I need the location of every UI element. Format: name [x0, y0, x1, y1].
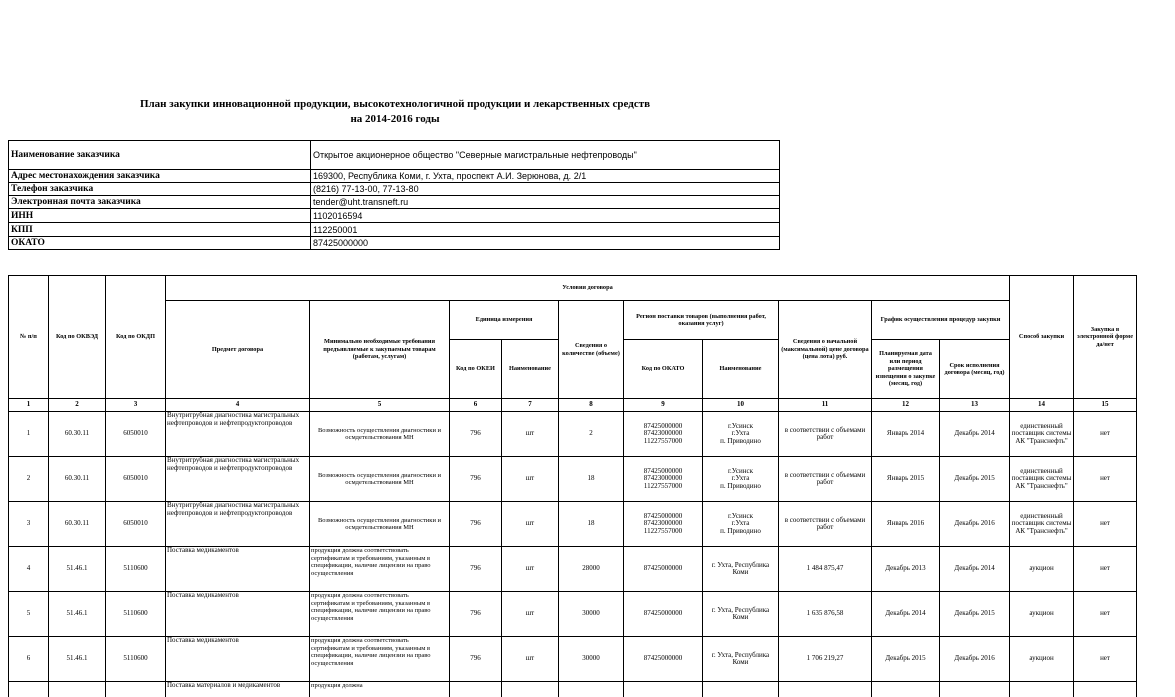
cell-requirements: продукция должна — [310, 682, 450, 697]
cell-planned-date: Декабрь 2013 — [872, 547, 940, 592]
cell-subject: Внутритрубная диагностика магистральных нефтепроводов и нефтепродуктопроводов — [166, 457, 310, 502]
cell-electronic: нет — [1074, 412, 1137, 457]
cell-num: 3 — [9, 502, 49, 547]
customer-value: 169300, Республика Коми, г. Ухта, проспект А.И. Зерюнова, д. 2/1 — [311, 170, 780, 183]
cell-okved: 60.30.11 — [49, 502, 106, 547]
customer-value: (8216) 77-13-00, 77-13-80 — [311, 183, 780, 196]
cell-planned-date: Январь 2015 — [872, 457, 940, 502]
cell-quantity: 18 — [559, 457, 624, 502]
cell-okei: 796 — [450, 412, 502, 457]
header-okdp: Код по ОКДП — [106, 276, 166, 399]
header-electronic: Закупка в электронной форме да/нет — [1074, 276, 1137, 399]
cell-okei — [450, 682, 502, 697]
header-row-2 — [9, 301, 1137, 340]
column-number-row — [9, 399, 1137, 412]
cell-region: г.Усинск г.Ухта п. Приводино — [703, 412, 779, 457]
cell-deadline: Декабрь 2014 — [940, 412, 1010, 457]
cell-price: 1 635 876,58 — [779, 592, 872, 637]
cell-method: аукцион — [1010, 547, 1074, 592]
procurement-plan-table — [8, 275, 1137, 697]
cell-okei: 796 — [450, 502, 502, 547]
table-row — [9, 637, 1137, 682]
cell-price: в соответствии с объемами работ — [779, 457, 872, 502]
cell-num: 4 — [9, 547, 49, 592]
header-okato: Код по ОКАТО — [624, 340, 703, 399]
cell-quantity: 28000 — [559, 547, 624, 592]
cell-planned-date: Январь 2016 — [872, 502, 940, 547]
header-planned-date: Планируемая дата или период размещения извещения о закупке (месяц, год) — [872, 340, 940, 399]
header-region-name: Наименование — [703, 340, 779, 399]
cell-quantity: 30000 — [559, 637, 624, 682]
cell-okei: 796 — [450, 637, 502, 682]
cell-deadline: Декабрь 2015 — [940, 457, 1010, 502]
cell-subject: Поставка материалов и медикаментов — [166, 682, 310, 697]
customer-okato-row — [9, 237, 780, 250]
cell-electronic: нет — [1074, 592, 1137, 637]
cell-okato — [624, 682, 703, 697]
cell-method: аукцион — [1010, 592, 1074, 637]
cell-price: 1 484 875,47 — [779, 547, 872, 592]
column-number: 2 — [49, 399, 106, 412]
cell-method — [1010, 682, 1074, 697]
customer-value: 1102016594 — [311, 209, 780, 223]
cell-region: г. Ухта, Республика Коми — [703, 547, 779, 592]
customer-value: 87425000000 — [311, 237, 780, 250]
table-row — [9, 502, 1137, 547]
customer-kpp-row — [9, 223, 780, 237]
column-number: 8 — [559, 399, 624, 412]
customer-inn-row — [9, 209, 780, 223]
cell-method: единственный поставщик системы АК "Транснефть" — [1010, 457, 1074, 502]
cell-num: 2 — [9, 457, 49, 502]
column-number: 3 — [106, 399, 166, 412]
cell-okdp: 5110600 — [106, 637, 166, 682]
cell-unit — [502, 682, 559, 697]
customer-label: Адрес местонахождения заказчика — [9, 170, 311, 183]
title-line-1: План закупки инновационной продукции, высокотехнологичной продукции и лекарственных средств — [139, 98, 651, 110]
column-number: 6 — [450, 399, 502, 412]
cell-electronic: нет — [1074, 502, 1137, 547]
column-number: 12 — [872, 399, 940, 412]
cell-electronic: нет — [1074, 637, 1137, 682]
cell-electronic: нет — [1074, 547, 1137, 592]
header-num: № п/п — [9, 276, 49, 399]
cell-okdp — [106, 682, 166, 697]
cell-requirements: продукция должна соответствовать сертификатам и требованиям, указанным в спецификации, наличие лицензии на право осуществления — [310, 592, 450, 637]
header-okved: Код по ОКВЭД — [49, 276, 106, 399]
header-conditions: Условия договора — [166, 276, 1010, 301]
column-number: 9 — [624, 399, 703, 412]
cell-num: 6 — [9, 637, 49, 682]
customer-info-table — [8, 140, 780, 250]
column-number: 15 — [1074, 399, 1137, 412]
cell-deadline — [940, 682, 1010, 697]
customer-value: tender@uht.transneft.ru — [311, 196, 780, 209]
cell-planned-date — [872, 682, 940, 697]
cell-requirements: Возможность осуществления диагностики и осмдетельствования МН — [310, 457, 450, 502]
cell-deadline: Декабрь 2016 — [940, 502, 1010, 547]
cell-requirements: продукция должна соответствовать сертификатам и требованиям, указанным в спецификации, наличие лицензии на право осуществления — [310, 637, 450, 682]
header-subject: Предмет договора — [166, 301, 310, 399]
header-okei: Код по ОКЕИ — [450, 340, 502, 399]
cell-price: 1 706 219,27 — [779, 637, 872, 682]
column-number: 4 — [166, 399, 310, 412]
document-title — [60, 97, 730, 127]
cell-okato: 87425000000 — [624, 592, 703, 637]
column-number: 5 — [310, 399, 450, 412]
customer-phone-row — [9, 183, 780, 196]
cell-requirements: продукция должна соответствовать сертификатам и требованиям, указанным в спецификации, наличие лицензии на право осуществления — [310, 547, 450, 592]
header-requirements: Минимально необходимые требования предъявляемые к закупаемым товарам (работам, услугам) — [310, 301, 450, 399]
table-row — [9, 412, 1137, 457]
cell-quantity — [559, 682, 624, 697]
cell-subject: Поставка медикаментов — [166, 637, 310, 682]
cell-unit: шт — [502, 592, 559, 637]
header-region: Регион поставки товаров (выполнения работ, оказания услуг) — [624, 301, 779, 340]
cell-deadline: Декабрь 2016 — [940, 637, 1010, 682]
customer-address-row — [9, 170, 780, 183]
header-unit-name: Наименование — [502, 340, 559, 399]
table-row — [9, 592, 1137, 637]
cell-okato: 87425000000 87423000000 11227557000 — [624, 457, 703, 502]
customer-value: Открытое акционерное общество "Северные магистральные нефтепроводы" — [311, 141, 780, 170]
cell-subject: Внутритрубная диагностика магистральных нефтепроводов и нефтепродуктопроводов — [166, 502, 310, 547]
cell-okato: 87425000000 — [624, 547, 703, 592]
cell-okato: 87425000000 87423000000 11227557000 — [624, 412, 703, 457]
cell-subject: Внутритрубная диагностика магистральных нефтепроводов и нефтепродуктопроводов — [166, 412, 310, 457]
cell-method: единственный поставщик системы АК "Транснефть" — [1010, 502, 1074, 547]
cell-price: в соответствии с объемами работ — [779, 412, 872, 457]
cell-okdp: 6050010 — [106, 502, 166, 547]
customer-label: Наименование заказчика — [9, 141, 311, 170]
cell-requirements: Возможность осуществления диагностики и осмдетельствования МН — [310, 412, 450, 457]
cell-num: 5 — [9, 592, 49, 637]
cell-okved: 60.30.11 — [49, 412, 106, 457]
cell-unit: шт — [502, 502, 559, 547]
header-method: Способ закупки — [1010, 276, 1074, 399]
cell-quantity: 30000 — [559, 592, 624, 637]
cell-planned-date: Декабрь 2014 — [872, 592, 940, 637]
column-number: 1 — [9, 399, 49, 412]
table-row — [9, 682, 1137, 697]
header-row-1 — [9, 276, 1137, 301]
cell-unit: шт — [502, 547, 559, 592]
cell-quantity: 18 — [559, 502, 624, 547]
cell-region — [703, 682, 779, 697]
cell-okdp: 5110600 — [106, 547, 166, 592]
cell-num: 1 — [9, 412, 49, 457]
cell-okved: 51.46.1 — [49, 592, 106, 637]
cell-price: в соответствии с объемами работ — [779, 502, 872, 547]
title-line-2: на 2014-2016 годы — [350, 113, 440, 125]
header-unit: Единица измерения — [450, 301, 559, 340]
cell-method: аукцион — [1010, 637, 1074, 682]
customer-label: ИНН — [9, 209, 311, 223]
column-number: 11 — [779, 399, 872, 412]
cell-requirements: Возможность осуществления диагностики и осмдетельствования МН — [310, 502, 450, 547]
cell-electronic: нет — [1074, 457, 1137, 502]
cell-num — [9, 682, 49, 697]
customer-label: Электронная почта заказчика — [9, 196, 311, 209]
header-schedule: График осуществления процедур закупки — [872, 301, 1010, 340]
cell-okved: 51.46.1 — [49, 547, 106, 592]
cell-method: единственный поставщик системы АК "Транснефть" — [1010, 412, 1074, 457]
cell-electronic — [1074, 682, 1137, 697]
header-price: Сведения о начальной (максимальной) цене договора (цена лота) руб. — [779, 301, 872, 399]
customer-label: КПП — [9, 223, 311, 237]
table-row — [9, 547, 1137, 592]
customer-email-row — [9, 196, 780, 209]
cell-okdp: 5110600 — [106, 592, 166, 637]
header-quantity: Сведения о количестве (объеме) — [559, 301, 624, 399]
cell-quantity: 2 — [559, 412, 624, 457]
cell-unit: шт — [502, 457, 559, 502]
column-number: 7 — [502, 399, 559, 412]
cell-okato: 87425000000 — [624, 637, 703, 682]
cell-price — [779, 682, 872, 697]
column-number: 13 — [940, 399, 1010, 412]
table-row — [9, 457, 1137, 502]
customer-label: ОКАТО — [9, 237, 311, 250]
cell-region: г. Ухта, Республика Коми — [703, 592, 779, 637]
customer-label: Телефон заказчика — [9, 183, 311, 196]
column-number: 14 — [1010, 399, 1074, 412]
cell-deadline: Декабрь 2014 — [940, 547, 1010, 592]
cell-okato: 87425000000 87423000000 11227557000 — [624, 502, 703, 547]
cell-planned-date: Январь 2014 — [872, 412, 940, 457]
cell-okdp: 6050010 — [106, 412, 166, 457]
customer-value: 112250001 — [311, 223, 780, 237]
customer-name-row — [9, 141, 780, 170]
header-deadline: Срок исполнения договора (месяц, год) — [940, 340, 1010, 399]
cell-region: г.Усинск г.Ухта п. Приводино — [703, 502, 779, 547]
cell-okei: 796 — [450, 457, 502, 502]
cell-okved: 51.46.1 — [49, 637, 106, 682]
cell-deadline: Декабрь 2015 — [940, 592, 1010, 637]
cell-subject: Поставка медикаментов — [166, 592, 310, 637]
cell-okved: 60.30.11 — [49, 457, 106, 502]
cell-region: г.Усинск г.Ухта п. Приводино — [703, 457, 779, 502]
cell-unit: шт — [502, 637, 559, 682]
cell-okei: 796 — [450, 547, 502, 592]
cell-okdp: 6050010 — [106, 457, 166, 502]
cell-planned-date: Декабрь 2015 — [872, 637, 940, 682]
cell-region: г. Ухта, Республика Коми — [703, 637, 779, 682]
column-number: 10 — [703, 399, 779, 412]
cell-okei: 796 — [450, 592, 502, 637]
cell-unit: шт — [502, 412, 559, 457]
cell-okved — [49, 682, 106, 697]
cell-subject: Поставка медикаментов — [166, 547, 310, 592]
